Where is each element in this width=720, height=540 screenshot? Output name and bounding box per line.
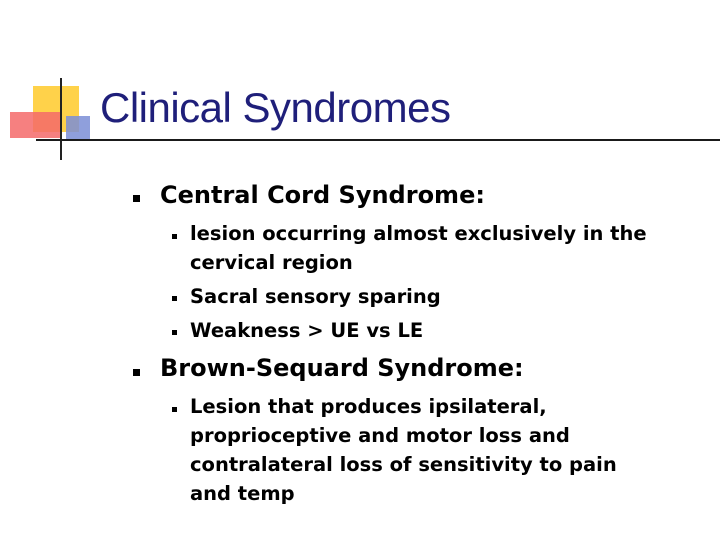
section-heading-brown-sequard: Brown-Sequard Syndrome: — [160, 354, 524, 382]
slide-title: Clinical Syndromes — [100, 84, 451, 131]
list-item-line: contralateral loss of sensitivity to pain — [190, 453, 617, 476]
square-bullet-icon — [172, 296, 177, 301]
square-bullet-icon — [133, 369, 140, 376]
list-item-line: lesion occurring almost exclusively in the — [190, 222, 647, 245]
square-bullet-icon — [172, 407, 177, 412]
list-item-line: Sacral sensory sparing — [190, 285, 441, 308]
list-item-line: proprioceptive and motor loss and — [190, 424, 570, 447]
square-bullet-icon — [172, 330, 177, 335]
logo-vertical-line — [60, 78, 62, 160]
list-item-line: Weakness > UE vs LE — [190, 319, 424, 342]
section-heading-central-cord: Central Cord Syndrome: — [160, 181, 485, 209]
logo-blue-square — [66, 116, 90, 140]
title-underline — [36, 139, 720, 141]
list-item-line: cervical region — [190, 251, 353, 274]
square-bullet-icon — [172, 234, 177, 239]
list-item-line: and temp — [190, 482, 295, 505]
square-bullet-icon — [133, 195, 140, 202]
logo-red-square — [10, 112, 60, 138]
list-item-line: Lesion that produces ipsilateral, — [190, 395, 547, 418]
